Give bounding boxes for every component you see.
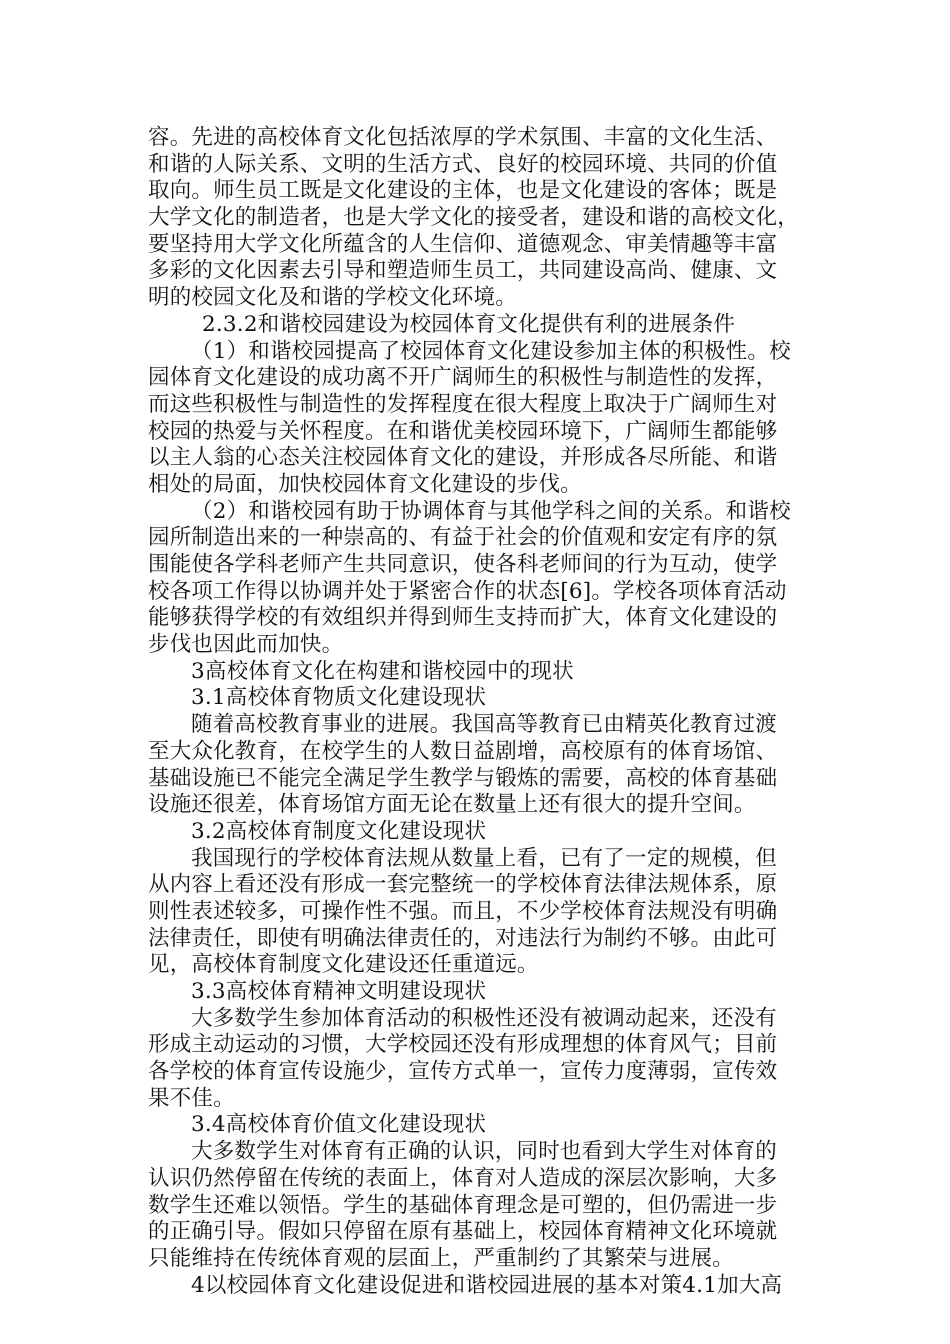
text-line: （1）和谐校园提高了校园体育文化建设参加主体的积极性。校	[191, 338, 791, 364]
text-line: 则性表述较多，可操作性不强。而且，不少学校体育法规没有明确	[148, 898, 778, 924]
text-line: 3.1高校体育物质文化建设现状	[191, 685, 487, 711]
text-line: 我国现行的学校体育法规从数量上看，已有了一定的规模，但	[191, 845, 777, 871]
text-line: 和谐的人际关系、文明的生活方式、良好的校园环境、共同的价值	[148, 151, 778, 177]
text-line: 大多数学生对体育有正确的认识，同时也看到大学生对体育的	[191, 1139, 777, 1165]
text-line: 校园的热爱与关怀程度。在和谐优美校园环境下，广阔师生都能够	[148, 418, 778, 444]
text-line: 3.4高校体育价值文化建设现状	[191, 1112, 487, 1138]
text-line: （2）和谐校园有助于协调体育与其他学科之间的关系。和谐校	[191, 498, 791, 524]
text-line: 多彩的文化因素去引导和塑造师生员工，共同建设高尚、健康、文	[148, 258, 778, 284]
text-line: 3高校体育文化在构建和谐校园中的现状	[191, 658, 574, 684]
text-line: 至大众化教育，在校学生的人数日益剧增，高校原有的体育场馆、	[148, 738, 778, 764]
text-line: 围能使各学科老师产生共同意识，使各科老师间的行为互动，使学	[148, 552, 778, 577]
text-line: 只能维持在传统体育观的层面上，严重制约了其繁荣与进展。	[148, 1245, 734, 1271]
text-line: 3.2高校体育制度文化建设现状	[191, 818, 487, 844]
text-line: 大多数学生参加体育活动的积极性还没有被调动起来，还没有	[191, 1005, 777, 1031]
text-line: 大学文化的制造者，也是大学文化的接受者，建设和谐的高校文化，	[148, 205, 800, 231]
text-line: 以主人翁的心态关注校园体育文化的建设，并形成各尽所能、和谐	[148, 445, 778, 471]
text-line: 2.3.2和谐校园建设为校园体育文化提供有利的进展条件	[202, 311, 736, 337]
text-line: 设施还很差，体育场馆方面无论在数量上还有很大的提升空间。	[148, 792, 756, 818]
text-line: 各学校的体育宣传设施少，宣传方式单一，宣传力度薄弱，宣传效	[148, 1059, 778, 1085]
text-line: 而这些积极性与制造性的发挥程度在很大程度上取决于广阔师生对	[148, 391, 778, 417]
text-line: 的正确引导。假如只停留在原有基础上，校园体育精神文化环境就	[148, 1219, 778, 1245]
text-line: 法律责任，即使有明确法律责任的，对违法行为制约不够。由此可	[148, 925, 778, 951]
text-line: 能够获得学校的有效组织并得到师生支持而扩大，体育文化建设的	[148, 605, 778, 631]
text-line: 容。先进的高校体育文化包括浓厚的学术氛围、丰富的文化生活、	[148, 125, 778, 150]
text-line: 园体育文化建设的成功离不开广阔师生的积极性与制造性的发挥，	[148, 365, 778, 391]
text-line: 要坚持用大学文化所蕴含的人生信仰、道德观念、审美情趣等丰富	[148, 231, 778, 257]
text-line: 认识仍然停留在传统的表面上，体育对人造成的深层次影响，大多	[148, 1165, 778, 1191]
body-text	[148, 125, 808, 1299]
text-line: 形成主动运动的习惯，大学校园还没有形成理想的体育风气；目前	[148, 1032, 778, 1058]
text-line: 数学生还难以领悟。学生的基础体育理念是可塑的，但仍需进一步	[148, 1192, 778, 1218]
text-line: 随着高校教育事业的进展。我国高等教育已由精英化教育过渡	[191, 712, 777, 738]
text-line: 明的校园文化及和谐的学校文化环境。	[148, 285, 517, 311]
text-line: 相处的局面，加快校园体育文化建设的步伐。	[148, 471, 583, 497]
text-line: 果不佳。	[148, 1085, 235, 1111]
text-line: 3.3高校体育精神文明建设现状	[191, 979, 487, 1004]
text-line: 基础设施已不能完全满足学生教学与锻炼的需要，高校的体育基础	[148, 765, 778, 791]
text-line: 见，高校体育制度文化建设还任重道远。	[148, 952, 539, 978]
text-line: 步伐也因此而加快。	[148, 632, 344, 658]
text-line: 园所制造出来的一种崇高的、有益于社会的价值观和安定有序的氛	[148, 525, 778, 551]
text-line: 取向。师生员工既是文化建设的主体，也是文化建设的客体；既是	[148, 178, 778, 204]
text-line: 校各项工作得以协调并处于紧密合作的状态[6]。学校各项体育活动	[148, 578, 787, 604]
text-line: 4以校园体育文化建设促进和谐校园进展的基本对策4.1加大高	[191, 1272, 783, 1298]
text-line: 从内容上看还没有形成一套完整统一的学校体育法律法规体系，原	[148, 872, 778, 898]
